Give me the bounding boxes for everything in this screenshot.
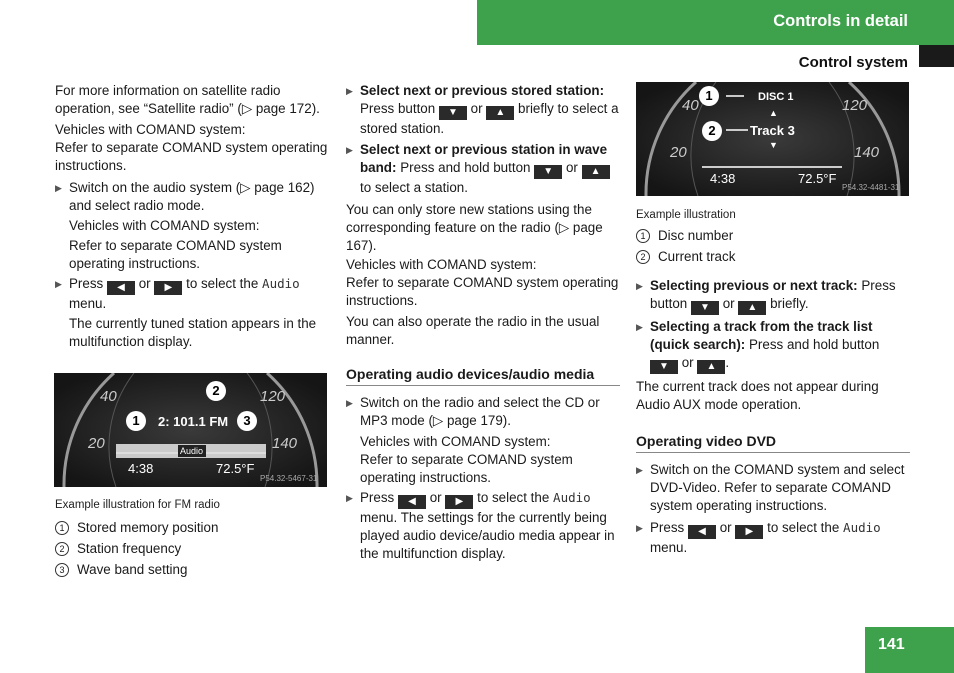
paragraph: You can also operate the radio in the usual manner. xyxy=(346,314,600,347)
speed-40: 40 xyxy=(100,388,117,405)
bullet-text: to select the xyxy=(767,520,840,535)
menu-name: Audio xyxy=(843,520,881,535)
bullet-text: or xyxy=(719,520,732,535)
callout-2: 2 xyxy=(206,381,226,401)
paragraph: Vehicles with COMAND system: xyxy=(55,122,246,137)
bullet-text: briefly. xyxy=(770,296,809,311)
legend-item xyxy=(636,248,910,266)
fm-radio-illustration xyxy=(54,373,327,487)
bullet-sub: The currently tuned station appears in the multifunction display. xyxy=(69,316,317,349)
bullet-text: Press and hold button xyxy=(400,160,531,175)
callout-1: 1 xyxy=(699,86,719,106)
legend-text: Current track xyxy=(658,249,736,264)
callout-1: 1 xyxy=(126,411,146,431)
up-arrow-button-icon: ▲ xyxy=(582,165,610,179)
current-track: Track 3 xyxy=(750,123,795,138)
section-title: Control system xyxy=(798,54,908,71)
legend-number: 3 xyxy=(55,563,69,577)
bullet-sub: Vehicles with COMAND system: xyxy=(69,218,260,233)
bullet-text: Press xyxy=(69,276,104,291)
track-up-icon: ▲ xyxy=(769,108,778,118)
legend-text: Disc number xyxy=(658,228,734,243)
bullet-text: menu. xyxy=(650,540,688,555)
bullet-text: Press xyxy=(360,490,395,505)
menu-name: Audio xyxy=(262,276,300,291)
left-arrow-button-icon: ◀ xyxy=(398,495,426,509)
station-frequency: 2: 101.1 FM xyxy=(158,414,229,429)
legend-item xyxy=(636,227,910,245)
bullet-bold: Selecting a track from the track list (quick search): xyxy=(650,319,873,352)
subheading: Operating audio devices/audio media xyxy=(346,365,620,386)
right-arrow-button-icon: ▶ xyxy=(154,281,182,295)
page-number: 141 xyxy=(878,636,905,653)
legend-item xyxy=(55,540,330,558)
bullet-text: . xyxy=(725,355,730,370)
bullet-text: or xyxy=(565,160,578,175)
clock: 4:38 xyxy=(710,171,736,186)
bullet-item xyxy=(55,275,330,313)
up-arrow-button-icon: ▲ xyxy=(486,106,514,120)
subheading: Operating video DVD xyxy=(636,432,910,453)
bullet-item xyxy=(346,141,620,197)
menu-name: Audio xyxy=(553,490,591,505)
fm-caption-block xyxy=(55,490,330,579)
right-arrow-button-icon: ▶ xyxy=(445,495,473,509)
down-arrow-button-icon: ▼ xyxy=(691,301,719,315)
bullet-text: or xyxy=(681,355,694,370)
bullet-item xyxy=(636,277,910,315)
figure-code: P54.32-5467-31 xyxy=(260,474,318,483)
page-number-box xyxy=(865,627,954,673)
legend-item xyxy=(55,561,330,579)
chapter-title: Controls in detail xyxy=(773,12,908,30)
speed-140: 140 xyxy=(272,435,298,452)
bullet-text: Press button xyxy=(360,101,436,116)
legend-number: 2 xyxy=(636,250,650,264)
bullet-bold: Select next or previous station in wave band: xyxy=(360,142,608,175)
header-bar xyxy=(477,0,954,45)
bullet-item xyxy=(346,489,620,563)
paragraph: For more information on satellite radio operation, see “Satellite radio” (▷ page 172). xyxy=(55,83,320,116)
column-3 xyxy=(636,200,910,559)
legend-item xyxy=(55,519,330,537)
speed-20: 20 xyxy=(670,144,687,161)
bullet-text: menu. xyxy=(69,296,107,311)
thumb-tab xyxy=(919,45,954,67)
speed-120: 120 xyxy=(842,97,868,114)
bullet-item xyxy=(636,461,910,515)
bullet-text: to select the xyxy=(186,276,259,291)
bullet-text: to select a station. xyxy=(360,180,468,195)
paragraph: Refer to separate COMAND system operating instructions. xyxy=(55,140,328,173)
speed-140: 140 xyxy=(854,144,880,161)
bullet-bold: Selecting previous or next track: xyxy=(650,278,858,293)
legend-text: Stored memory position xyxy=(77,520,219,535)
legend-number: 2 xyxy=(55,542,69,556)
speed-40: 40 xyxy=(682,97,699,114)
bullet-bold: Select next or previous stored station: xyxy=(360,83,605,98)
bullet-text: Press button xyxy=(650,278,896,311)
speed-120: 120 xyxy=(260,388,286,405)
bullet-item xyxy=(346,394,620,430)
bullet-sub: Refer to separate COMAND system operating instructions. xyxy=(360,452,573,485)
disc-number: DISC 1 xyxy=(758,91,794,103)
audio-tab: Audio xyxy=(180,446,204,456)
legend-number: 1 xyxy=(55,521,69,535)
track-down-icon: ▼ xyxy=(769,140,778,150)
clock: 4:38 xyxy=(128,461,154,476)
disc-track-illustration xyxy=(636,82,909,196)
bullet-text: menu. The settings for the currently being played audio device/audio media appear in the multifunction display. xyxy=(360,510,615,561)
up-arrow-button-icon: ▲ xyxy=(738,301,766,315)
bullet-text: Press and hold button xyxy=(749,337,880,352)
figure-caption: Example illustration for FM radio xyxy=(55,499,220,511)
bullet-text: or xyxy=(429,490,442,505)
bullet-text: briefly to select a stored station. xyxy=(360,101,619,136)
figure-code: P54.32-4481-31 xyxy=(842,183,900,192)
callout-2: 2 xyxy=(702,121,722,141)
bullet-text: or xyxy=(722,296,735,311)
paragraph: Vehicles with COMAND system: xyxy=(346,257,537,272)
speed-20: 20 xyxy=(88,435,105,452)
bullet-item xyxy=(55,179,330,215)
bullet-text: or xyxy=(470,101,483,116)
left-arrow-button-icon: ◀ xyxy=(688,525,716,539)
temperature: 72.5°F xyxy=(216,461,255,476)
legend-text: Station frequency xyxy=(77,541,182,556)
legend-number: 1 xyxy=(636,229,650,243)
bullet-text: Switch on the COMAND system and select DVD-Video. Refer to separate COMAND system operating instructions. xyxy=(650,462,905,513)
bullet-item xyxy=(636,318,910,374)
column-1 xyxy=(55,82,330,353)
bullet-item xyxy=(636,519,910,557)
column-2 xyxy=(346,82,620,565)
up-arrow-button-icon: ▲ xyxy=(697,360,725,374)
bullet-text: Switch on the audio system (▷ page 162) and select radio mode. xyxy=(69,180,315,213)
callout-3: 3 xyxy=(237,411,257,431)
right-arrow-button-icon: ▶ xyxy=(735,525,763,539)
temperature: 72.5°F xyxy=(798,171,837,186)
bullet-item xyxy=(346,82,620,138)
paragraph: You can only store new stations using the corresponding feature on the radio (▷ page 167). xyxy=(346,202,603,253)
bullet-text: to select the xyxy=(477,490,550,505)
down-arrow-button-icon: ▼ xyxy=(439,106,467,120)
legend-text: Wave band setting xyxy=(77,562,188,577)
down-arrow-button-icon: ▼ xyxy=(650,360,678,374)
figure-caption: Example illustration xyxy=(636,209,736,221)
bullet-sub: Vehicles with COMAND system: xyxy=(360,434,551,449)
bullet-text: or xyxy=(138,276,151,291)
paragraph: Refer to separate COMAND system operating instructions. xyxy=(346,275,619,308)
bullet-text: Press xyxy=(650,520,685,535)
left-arrow-button-icon: ◀ xyxy=(107,281,135,295)
bullet-sub: Refer to separate COMAND system operating instructions. xyxy=(69,238,282,271)
paragraph: The current track does not appear during Audio AUX mode operation. xyxy=(636,379,879,412)
down-arrow-button-icon: ▼ xyxy=(534,165,562,179)
bullet-text: Switch on the radio and select the CD or MP3 mode (▷ page 179). xyxy=(360,395,600,428)
